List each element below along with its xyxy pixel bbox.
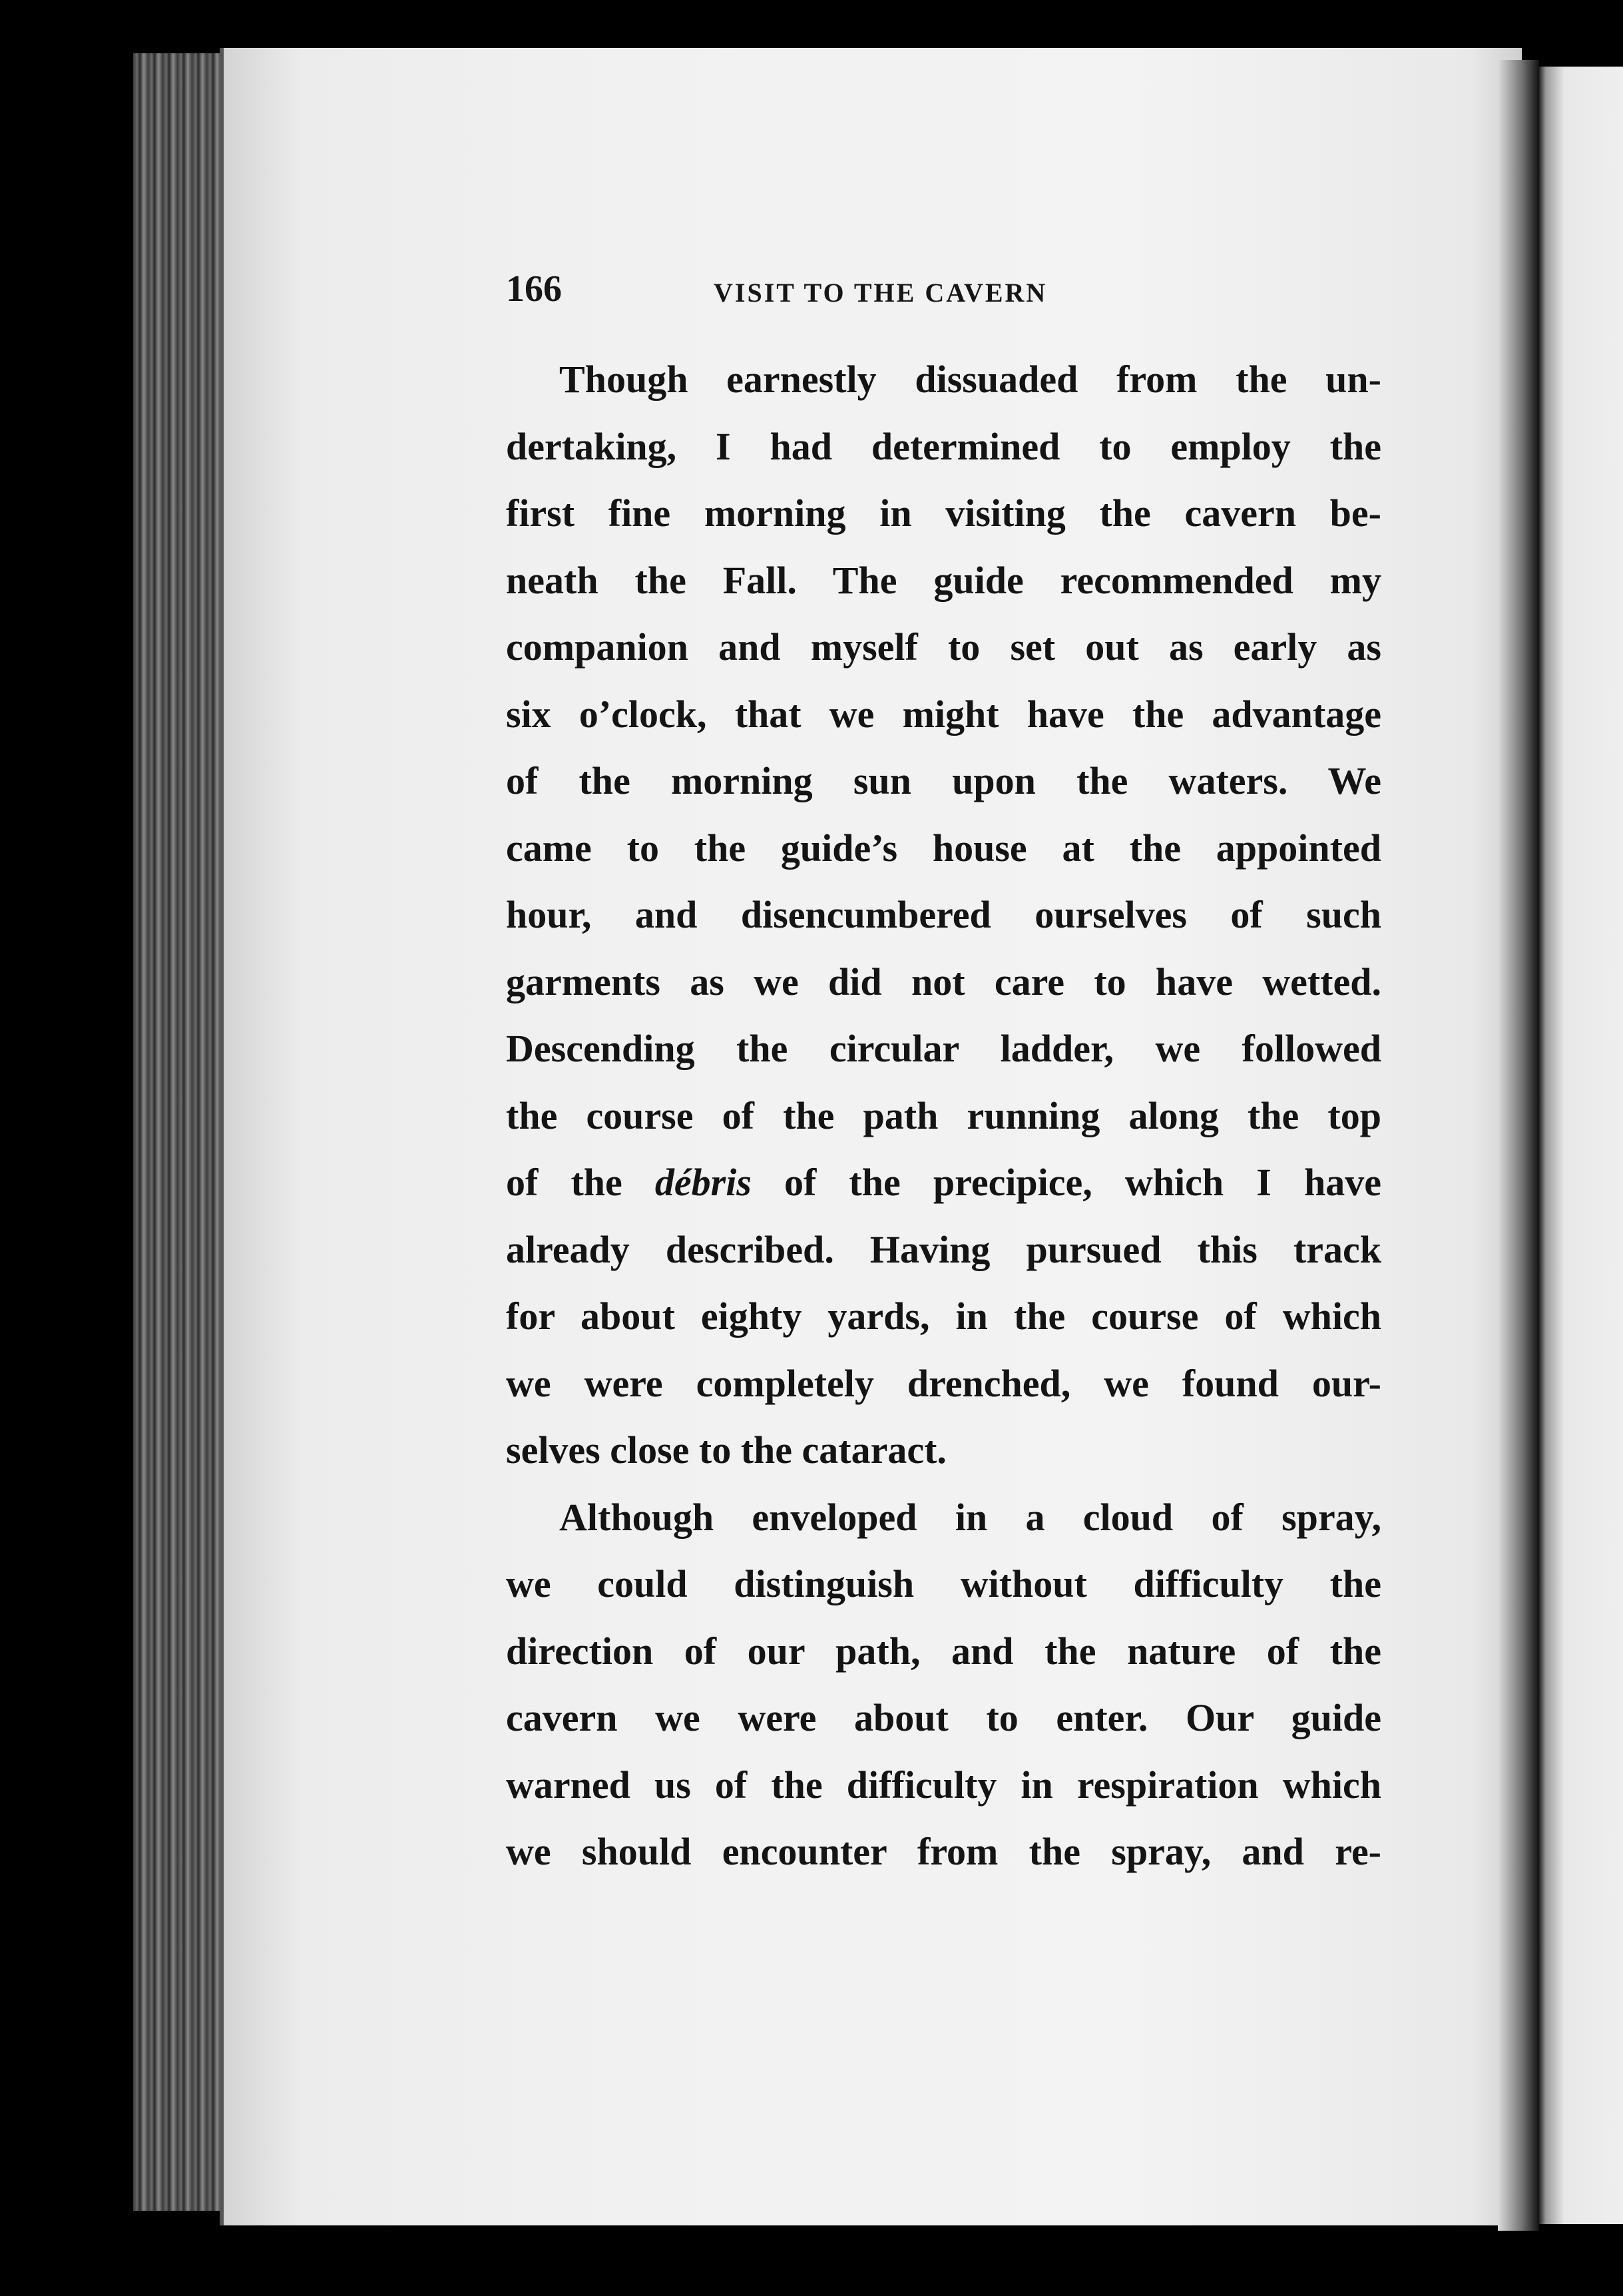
text-line: we were completely drenched, we found our-	[506, 1361, 1381, 1405]
page-header	[506, 268, 1385, 314]
gutter-shadow	[1498, 60, 1539, 2231]
text-line: the course of the path running along the top	[506, 1093, 1381, 1137]
facing-page-sliver	[1539, 67, 1623, 2224]
text-line: direction of our path, and the nature of the	[506, 1629, 1381, 1673]
text-line: hour, and disencumbered ourselves of such	[506, 893, 1381, 936]
text-line: we could distinguish without difficulty the	[506, 1562, 1381, 1605]
stacked-page-edges	[133, 53, 233, 2211]
text-segment: of the	[506, 1161, 655, 1204]
text-line: dertaking, I had determined to employ the	[506, 424, 1381, 468]
text-line: for about eighty yards, in the course of which	[506, 1294, 1381, 1338]
text-segment: of the precipice, which I have	[751, 1161, 1381, 1204]
italic-word: débris	[654, 1161, 752, 1204]
text-line: neath the Fall. The guide recommended my	[506, 558, 1381, 602]
text-line: came to the guide’s house at the appointed	[506, 826, 1381, 870]
running-head: VISIT TO THE CAVERN	[714, 278, 1048, 308]
text-line: warned us of the difficulty in respiration which	[506, 1763, 1381, 1807]
text-line: Though earnestly dissuaded from the un-	[559, 358, 1381, 401]
text-line: we should encounter from the spray, and re-	[506, 1830, 1381, 1873]
text-line: cavern we were about to enter. Our guide	[506, 1696, 1381, 1739]
body-text	[506, 346, 1381, 1886]
text-line-with-italic	[506, 1149, 1381, 1217]
text-line: of the morning sun upon the waters. We	[506, 759, 1381, 802]
text-line: companion and myself to set out as early as	[506, 625, 1381, 669]
text-line: already described. Having pursued this track	[506, 1227, 1381, 1271]
text-line: garments as we did not care to have wetted.	[506, 960, 1381, 1004]
text-line: six o’clock, that we might have the advantage	[506, 692, 1381, 736]
text-line: selves close to the cataract.	[506, 1428, 947, 1472]
text-line: Although enveloped in a cloud of spray,	[559, 1495, 1381, 1539]
text-line: Descending the circular ladder, we followed	[506, 1027, 1381, 1070]
page-number: 166	[506, 268, 562, 310]
text-line: first fine morning in visiting the cavern be-	[506, 491, 1381, 535]
